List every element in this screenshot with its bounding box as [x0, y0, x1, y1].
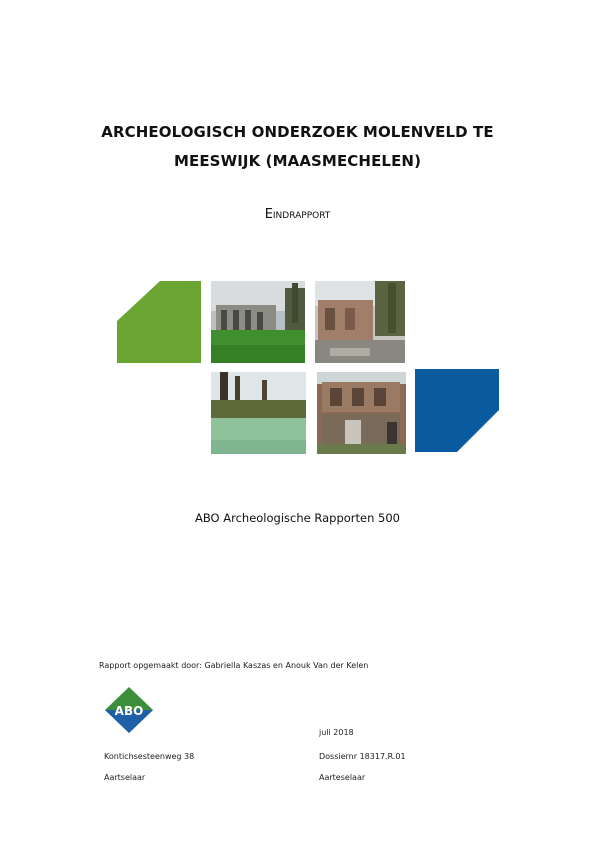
report-date: juli 2018	[319, 728, 354, 737]
abo-logo-text: ABO	[114, 704, 144, 718]
address-street: Kontichsesteenweg 38	[104, 752, 195, 761]
prepared-by: Rapport opgemaakt door: Gabriella Kaszas en Anouk Van der Kelen	[99, 661, 369, 670]
blue-accent-block	[415, 369, 499, 452]
report-title-line-1: ARCHEOLOGISCH ONDERZOEK MOLENVELD TE	[101, 123, 494, 141]
dossier-number: Dossiernr 18317.R.01	[319, 752, 406, 761]
photo-canal-trees	[211, 372, 306, 454]
abo-logo	[104, 686, 154, 734]
green-accent-block	[117, 281, 201, 363]
photo-ruin-interior	[317, 372, 406, 454]
report-place: Aarteselaar	[319, 773, 366, 782]
photo-castle-ruin-facade	[315, 281, 405, 363]
report-subtitle: Eindrapport	[264, 207, 331, 222]
address-city: Aartselaar	[104, 773, 146, 782]
report-series: ABO Archeologische Rapporten 500	[194, 511, 400, 525]
report-title-line-2: MEESWIJK (MAASMECHELEN)	[173, 152, 422, 170]
photo-castle-ruin-lawn	[211, 281, 305, 363]
